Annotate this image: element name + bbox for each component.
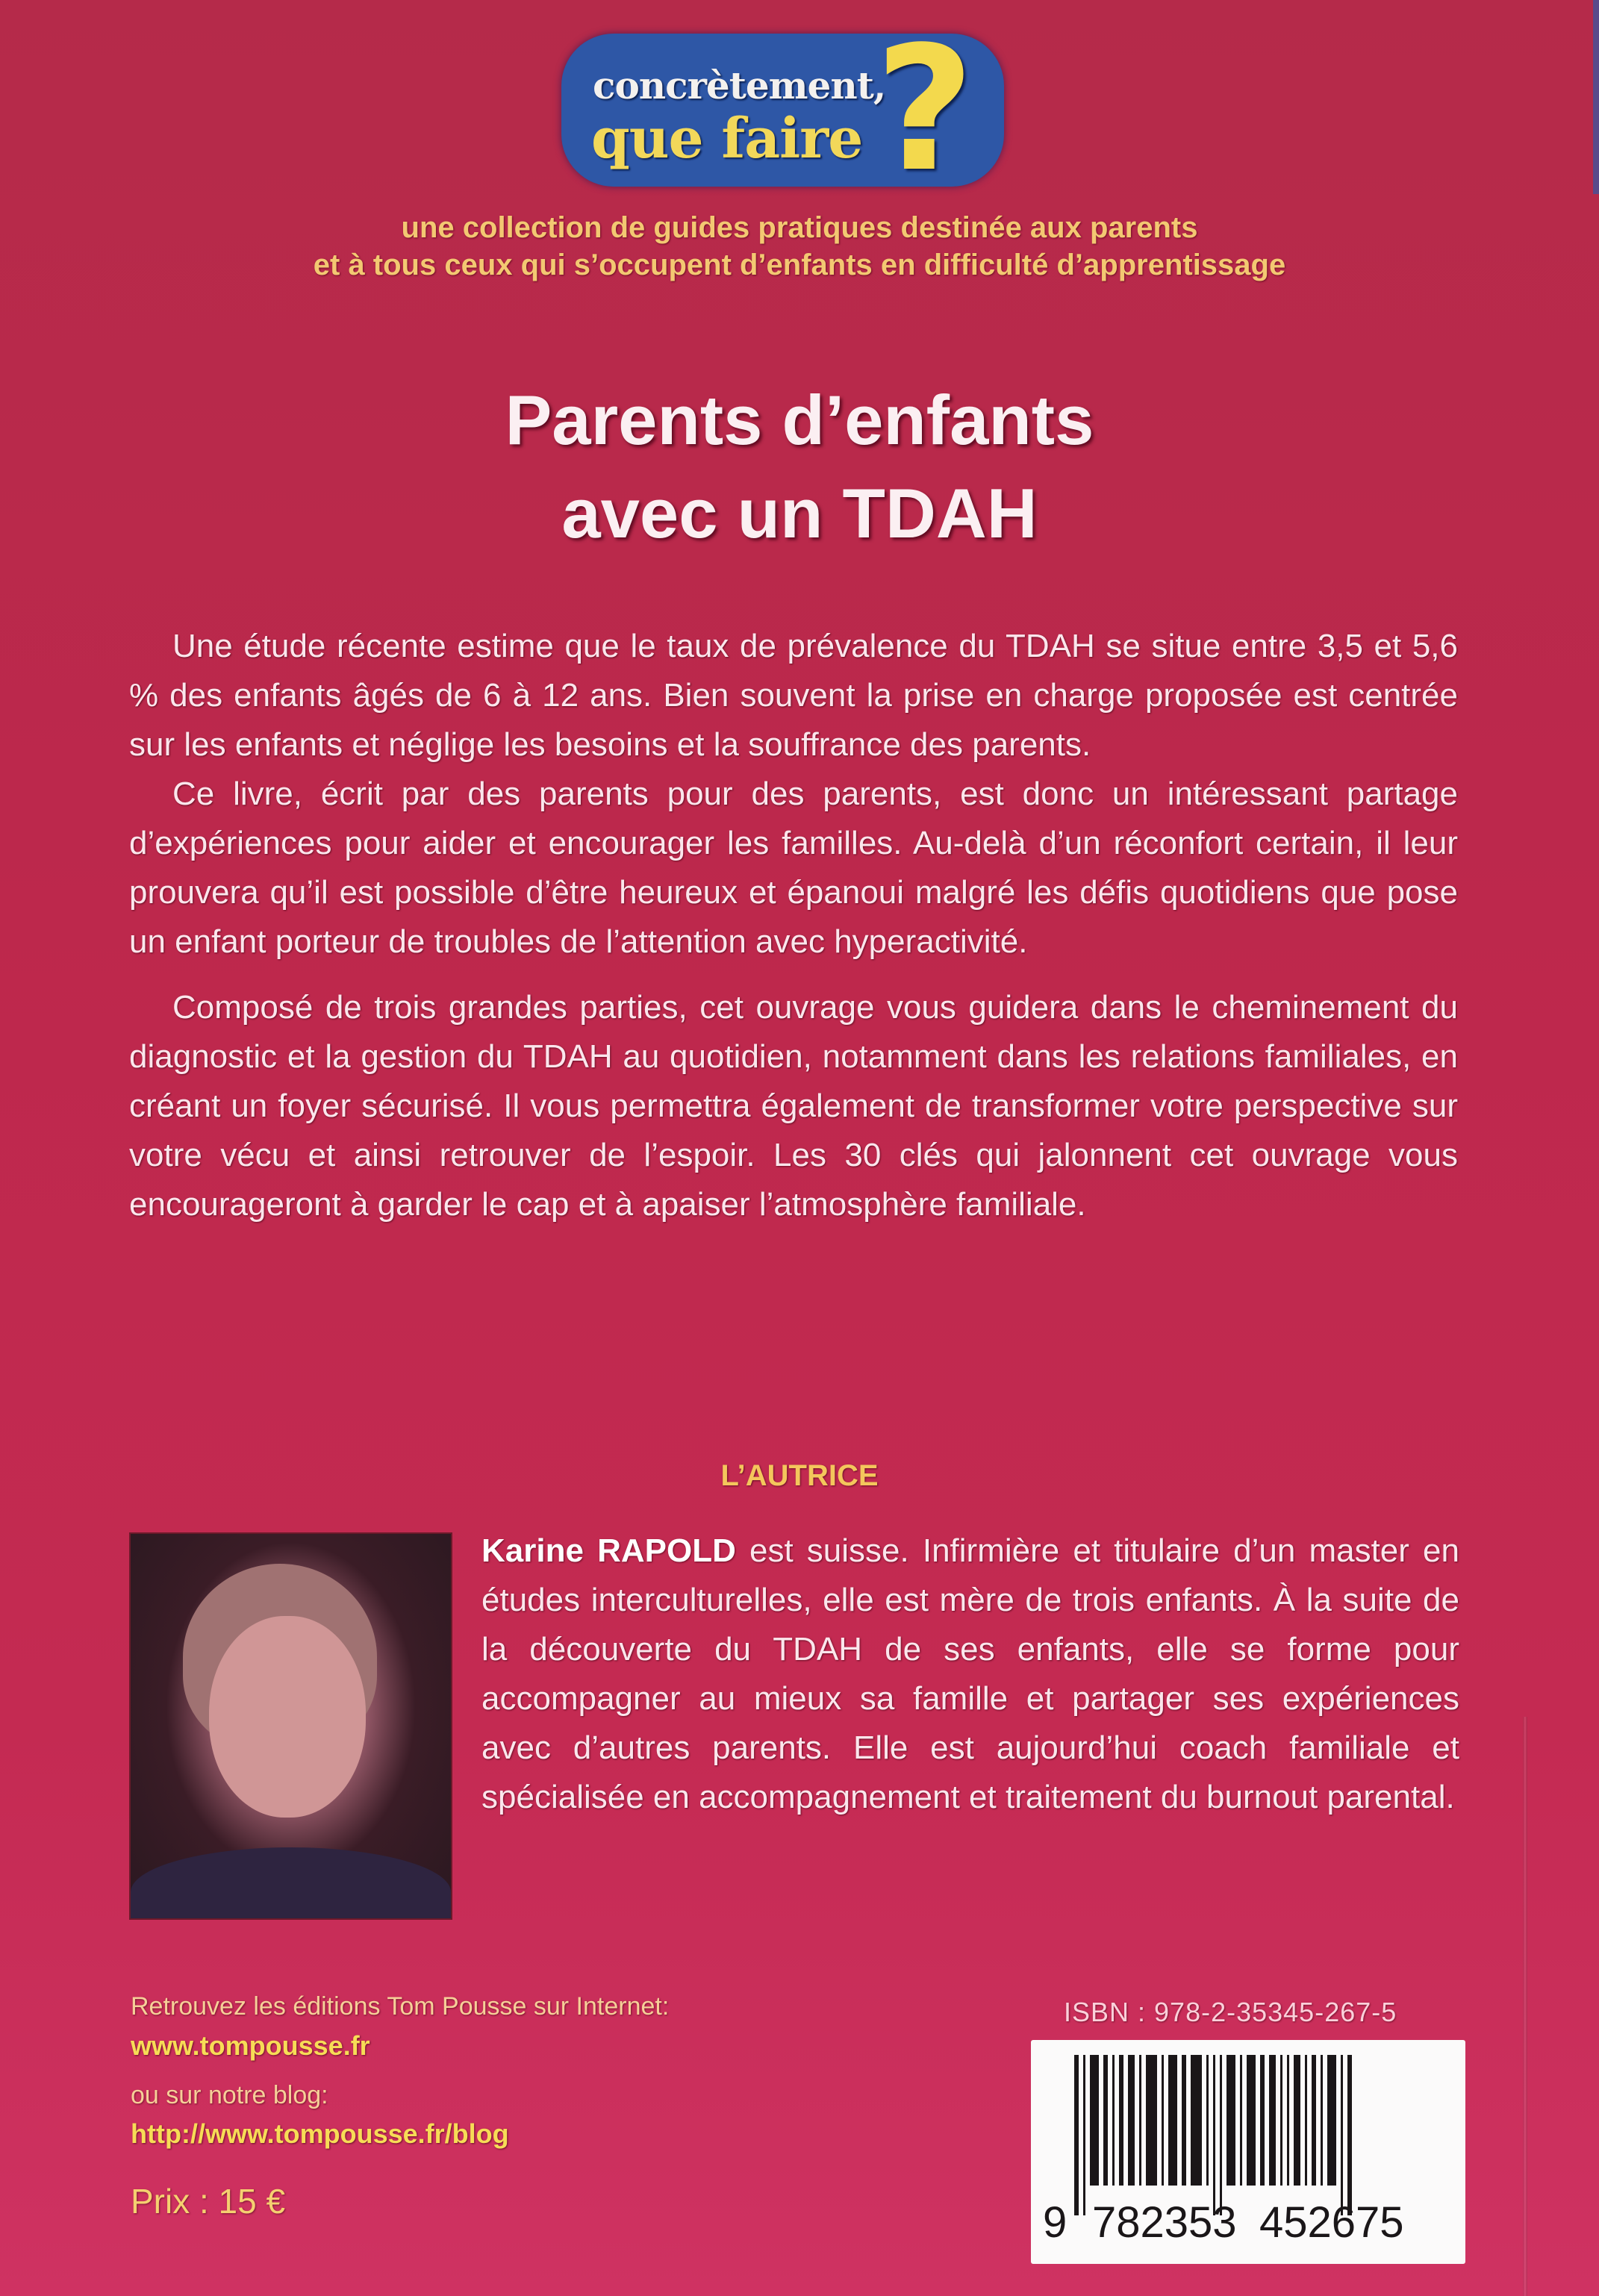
spine-crease [1523,1717,1527,2296]
description-paragraph: Composé de trois grandes parties, cet ouvrage vous guidera dans le cheminement du diagnostic et la gestion du TDAH au quotidien, notamment dans les relations familiales, en créant un foyer sécurisé. Il vous permettra également de transformer votre perspective sur votre vécu et ainsi retrouver de l’espoir. Les 30 clés qui jalonnent cet ouvrage vous encourageront à garder le cap et à apaiser l’atmosphère familiale. [129,989,1458,1223]
description [129,622,1458,1229]
author-photo [131,1534,451,1918]
description-paragraph: Ce livre, écrit par des parents pour des parents, est donc un intéressant partage d’expériences pour aider et encourager les familles. Au-delà d’un réconfort certain, il leur prouvera qu’il est possible d’être heureux et épanoui malgré les défis quotidiens que pose un enfant porteur de troubles de l’attention avec hyperactivité. [129,776,1458,960]
spine-edge [1593,0,1599,194]
author-name: Karine RAPOLD [481,1532,736,1569]
tagline-line1: une collection de guides pratiques destinée aux parents [401,211,1198,244]
blog-link[interactable]: http://www.tompousse.fr/blog [131,2118,509,2149]
description-paragraph: Une étude récente estime que le taux de prévalence du TDAH se situe entre 3,5 et 5,6 % des enfants âgés de 6 à 12 ans. Bien souvent la prise en charge proposée est centrée sur les enfants et néglige les besoins et la souffrance des parents. [129,628,1458,763]
book-title-line2: avec un TDAH [561,474,1038,552]
barcode-digit-first: 9 [1043,2198,1067,2247]
barcode [1031,2040,1465,2264]
series-logo-line1: concrètement, [593,63,886,107]
tagline-line2: et à tous ceux qui s’occupent d’enfants en difficulté d’apprentissage [313,249,1286,281]
price: Prix : 15 € [131,2182,286,2221]
barcode-digits-left: 782353 [1092,2198,1237,2247]
website-link[interactable]: www.tompousse.fr [131,2030,370,2061]
book-title-line1: Parents d’enfants [505,381,1094,459]
barcode-digits-right: 452675 [1259,2198,1404,2247]
internet-label: Retrouvez les éditions Tom Pousse sur Internet: [131,1992,670,2021]
author-bio [481,1526,1459,1822]
author-bio-text: est suisse. Infirmière et titulaire d’un master en études interculturelles, elle est mère de trois enfants. À la suite de la découverte du TDAH de ses enfants, elle se forme pour accompagner au mieux sa famille et partager ses expériences avec d’autres parents. Elle est aujourd’hui coach familiale et spécialisée en accompagnement et traitement du burnout parental. [481,1532,1459,1815]
barcode-bars [1074,2055,1447,2186]
isbn-label: ISBN : 978-2-35345-267-5 [1064,1997,1397,2027]
series-logo-line2: que faire [591,107,863,171]
question-mark-icon: ? [875,10,975,210]
series-logo [561,10,1004,210]
blog-label: ou sur notre blog: [131,2081,328,2109]
author-section-label: L’AUTRICE [720,1459,879,1492]
